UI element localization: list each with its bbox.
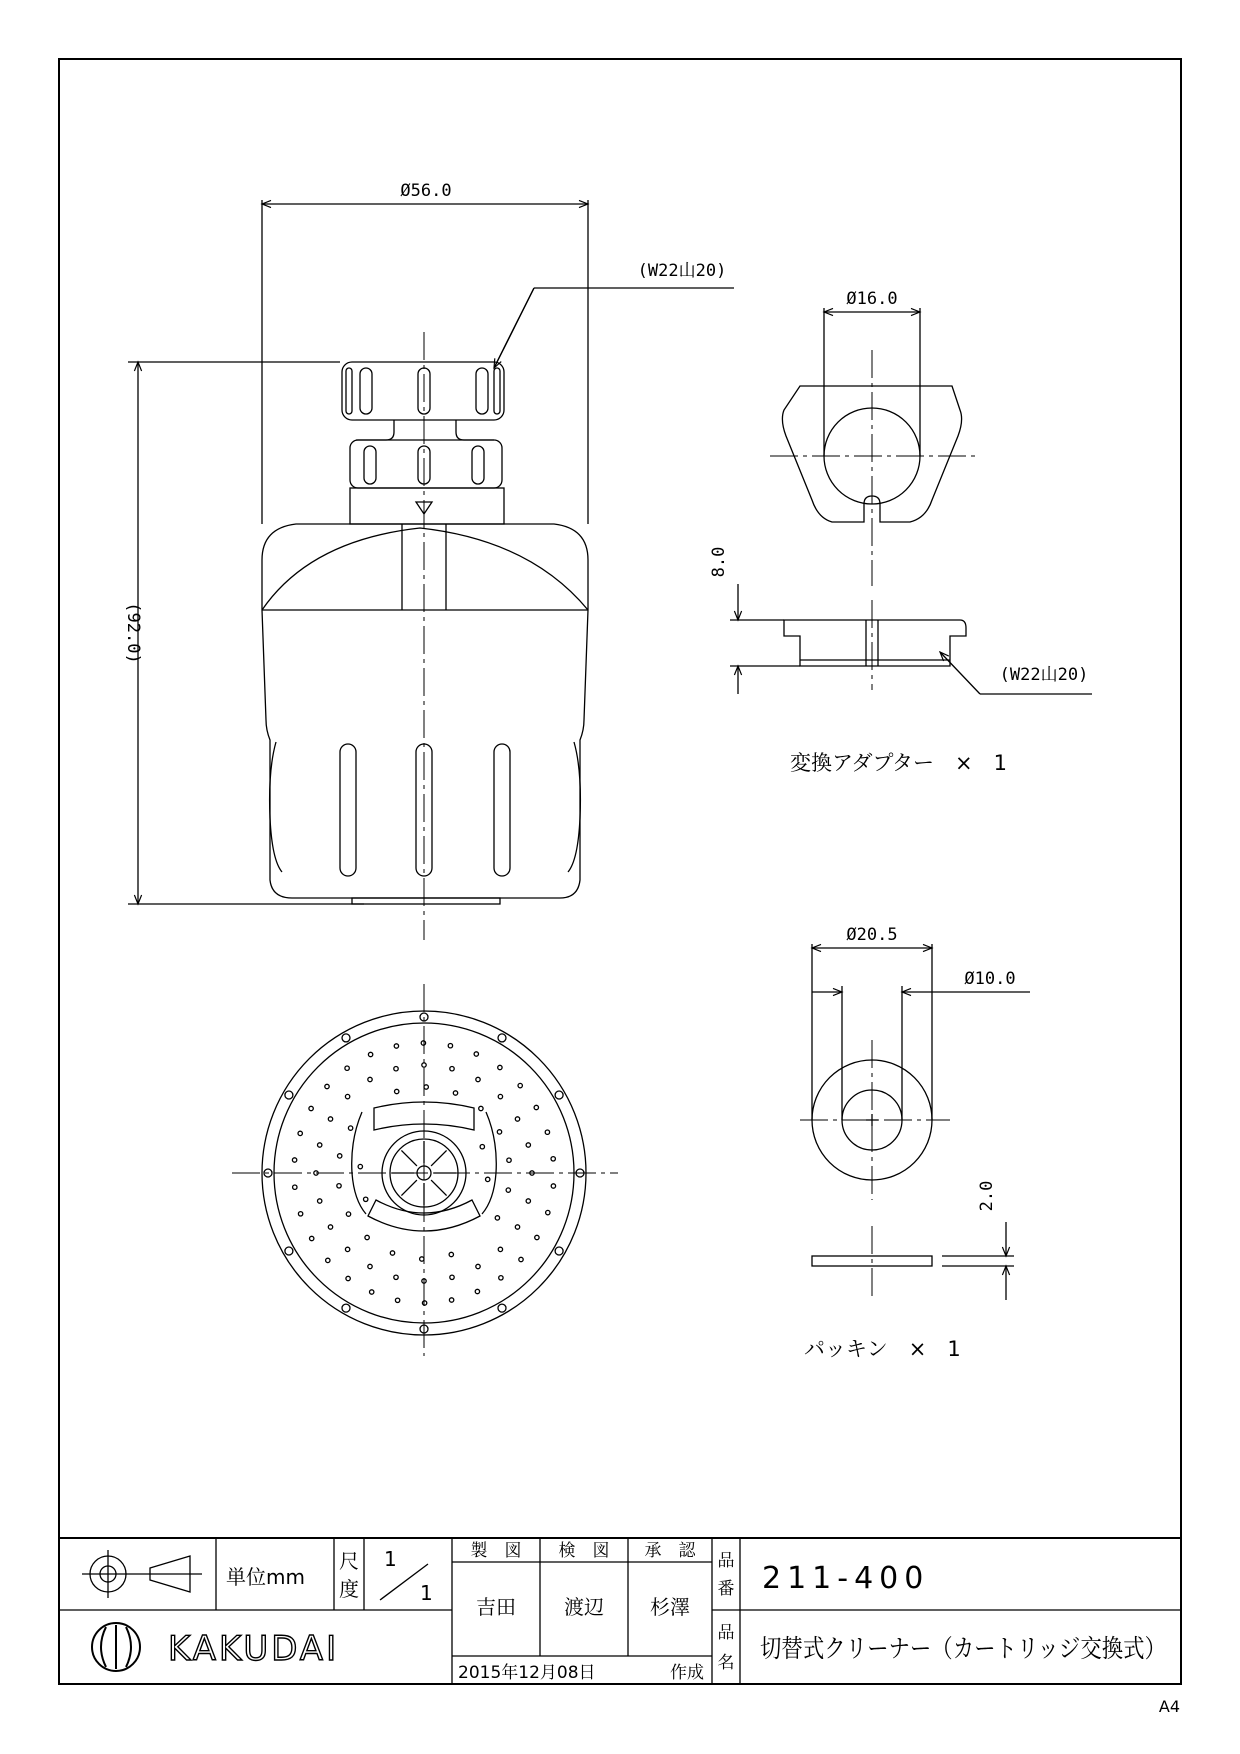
- scale-denominator: 1: [420, 1581, 433, 1605]
- product-name: 切替式クリーナー（カートリッジ交換式）: [760, 1634, 1166, 1663]
- packing-top-dims: [812, 925, 1030, 1120]
- spray-hole: [422, 1301, 426, 1305]
- rim-bump: [285, 1091, 293, 1099]
- spray-hole: [474, 1052, 478, 1056]
- spray-hole: [309, 1106, 313, 1110]
- rim-bump: [285, 1247, 293, 1255]
- spray-hole: [498, 1247, 502, 1251]
- rim-bump: [555, 1247, 563, 1255]
- spray-hole: [338, 1154, 342, 1158]
- spray-hole: [293, 1185, 297, 1189]
- part-number: 211-400: [762, 1561, 930, 1596]
- spray-hole: [395, 1089, 399, 1093]
- spray-hole: [506, 1188, 510, 1192]
- spray-hole: [495, 1216, 499, 1220]
- spray-hole: [476, 1077, 480, 1081]
- dim-adapter-height: 8.0: [709, 546, 729, 578]
- rim-bump: [342, 1304, 350, 1312]
- packing-top-view: [800, 1040, 950, 1200]
- name-label-1: 品: [717, 1623, 735, 1643]
- title-block: [59, 1538, 1181, 1684]
- hub-spoke: [401, 1180, 417, 1196]
- dim-adapter-diameter: Ø16.0: [846, 289, 898, 309]
- hub-spoke: [431, 1180, 447, 1196]
- part-no-label-2: 番: [717, 1579, 735, 1599]
- rim-bump: [498, 1034, 506, 1042]
- checked-label: 検 図: [558, 1541, 610, 1561]
- kakudai-logo: [92, 1623, 339, 1671]
- brand-wordmark: KAKUDAI: [168, 1629, 340, 1669]
- spray-hole: [370, 1290, 374, 1294]
- spray-hole: [345, 1247, 349, 1251]
- name-label-2: 名: [717, 1653, 735, 1673]
- spray-hole: [346, 1276, 350, 1280]
- spray-hole: [364, 1197, 368, 1201]
- spray-hole: [368, 1077, 372, 1081]
- spray-hole: [519, 1257, 523, 1261]
- spray-hole: [515, 1117, 519, 1121]
- spray-hole: [394, 1275, 398, 1279]
- sheet-size: A4: [1158, 1697, 1180, 1716]
- spray-hole: [310, 1236, 314, 1240]
- packing-part-label: パッキン × 1: [804, 1337, 961, 1361]
- spray-hole: [498, 1094, 502, 1098]
- spray-hole: [318, 1199, 322, 1203]
- part-no-label-1: 品: [717, 1551, 735, 1571]
- spray-hole: [345, 1094, 349, 1098]
- spray-hole: [480, 1145, 484, 1149]
- spray-hole: [390, 1251, 394, 1255]
- spray-hole: [535, 1235, 539, 1239]
- rim-bump: [555, 1091, 563, 1099]
- created-date: 2015年12月08日: [458, 1663, 596, 1683]
- spray-hole: [345, 1066, 349, 1070]
- drawn-by: 吉田: [476, 1595, 516, 1619]
- packing-side-view: [812, 1181, 1014, 1300]
- dim-height: (92.0): [123, 602, 143, 664]
- adapter-top-view: [770, 350, 978, 586]
- spray-hole: [422, 1063, 426, 1067]
- spray-hole: [449, 1298, 453, 1302]
- adapter-side-view: [709, 547, 1092, 694]
- spray-hole: [551, 1184, 555, 1188]
- spray-hole: [534, 1105, 538, 1109]
- approved-by: 杉澤: [650, 1595, 690, 1619]
- spray-hole: [448, 1044, 452, 1048]
- spray-hole: [298, 1131, 302, 1135]
- unit-label: 単位mm: [226, 1565, 305, 1589]
- spray-hole: [499, 1276, 503, 1280]
- spray-hole: [365, 1235, 369, 1239]
- created-label: 作成: [670, 1663, 704, 1683]
- spray-hole: [507, 1158, 511, 1162]
- rim-bump: [342, 1034, 350, 1042]
- spray-hole: [358, 1164, 362, 1168]
- spray-hole: [328, 1117, 332, 1121]
- drawing-border: [59, 59, 1181, 1684]
- spray-hole: [328, 1225, 332, 1229]
- bottom-view: [232, 984, 618, 1356]
- main-dimensions: [123, 181, 734, 904]
- spray-hole: [518, 1083, 522, 1087]
- dim-thread-main: (W22山20): [637, 261, 727, 281]
- spray-hole: [348, 1126, 352, 1130]
- dim-outer-diameter: Ø56.0: [400, 181, 452, 201]
- spray-hole: [497, 1130, 501, 1134]
- spray-hole: [421, 1041, 425, 1045]
- spray-hole: [424, 1085, 428, 1089]
- spray-hole: [546, 1210, 550, 1214]
- spray-hole: [551, 1157, 555, 1161]
- spray-hole: [346, 1212, 350, 1216]
- spray-hole: [486, 1177, 490, 1181]
- spray-hole: [394, 1067, 398, 1071]
- spray-hole: [395, 1298, 399, 1302]
- main-side-view: [262, 332, 588, 940]
- spray-hole: [476, 1264, 480, 1268]
- spray-hole: [526, 1143, 530, 1147]
- spray-hole: [318, 1143, 322, 1147]
- spray-hole: [394, 1044, 398, 1048]
- spray-hole: [498, 1065, 502, 1069]
- third-angle-projection-icon: [82, 1550, 202, 1598]
- spray-hole: [475, 1289, 479, 1293]
- scale-label-2: 度: [339, 1577, 359, 1601]
- dim-packing-thickness: 2.0: [977, 1180, 997, 1212]
- spray-hole: [326, 1258, 330, 1262]
- checked-by: 渡辺: [564, 1595, 604, 1619]
- dim-packing-outer: Ø20.5: [846, 925, 898, 945]
- spray-hole: [337, 1184, 341, 1188]
- spray-hole: [545, 1130, 549, 1134]
- spray-hole: [526, 1199, 530, 1203]
- spray-hole: [420, 1257, 424, 1261]
- adapter-part-label: 変換アダプター × 1: [790, 751, 1008, 775]
- spray-hole: [453, 1091, 457, 1095]
- spray-hole: [515, 1225, 519, 1229]
- spray-hole: [450, 1275, 454, 1279]
- spray-hole: [292, 1158, 296, 1162]
- spray-hole: [325, 1084, 329, 1088]
- dim-packing-inner: Ø10.0: [964, 969, 1016, 989]
- spray-hole: [368, 1052, 372, 1056]
- hub-spoke: [431, 1150, 447, 1166]
- spray-hole: [450, 1067, 454, 1071]
- rim-bump: [498, 1304, 506, 1312]
- hub-spoke: [401, 1150, 417, 1166]
- spray-hole: [449, 1252, 453, 1256]
- drawn-label: 製 図: [470, 1541, 522, 1561]
- scale-numerator: 1: [384, 1547, 397, 1571]
- spray-hole: [479, 1106, 483, 1110]
- spray-hole: [298, 1212, 302, 1216]
- dim-thread-adapter: (W22山20): [999, 665, 1089, 685]
- scale-label-1: 尺: [339, 1549, 359, 1573]
- approved-label: 承 認: [644, 1541, 696, 1561]
- spray-hole: [368, 1264, 372, 1268]
